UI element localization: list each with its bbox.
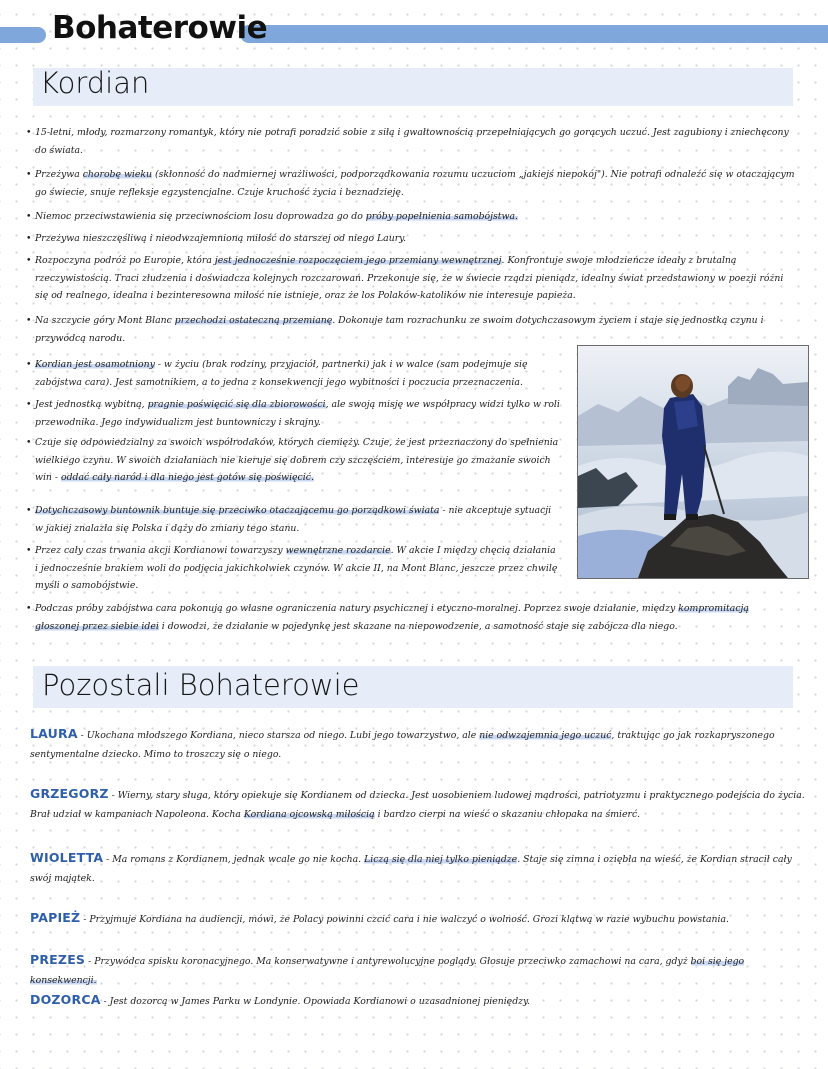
character-entry-papiez: PAPIEŻ - Przyjmuje Kordiana na audiencji, mówi, że Polacy powinni czcić cara i nie walczyć o wolność. Grozi klątwą w razie wybuchu powstania. — [30, 910, 729, 925]
bullet-item: • Dotychczasowy buntownik buntuje się przeciwko otaczającemu go porządkowi świata - nie akceptuje sytuacji w jakiej znalazła się Polska i dąży do zmiany tego stanu. — [26, 502, 560, 537]
section-heading-kordian: Kordian — [40, 66, 150, 100]
title-accent-bar-left — [0, 27, 46, 43]
character-name: WIOLETTA — [30, 850, 104, 865]
bullet-item: • Przez cały czas trwania akcji Kordianowi towarzyszy wewnętrzne rozdarcie. W akcie I między chęcią działania i jednocześnie brakiem woli do podjęcia jakichkolwiek czynów. W akcie II, na Mont Blanc, jeszcze przez chwilę myśli o samobójstwie. — [26, 542, 560, 595]
character-entry-laura: LAURA - Ukochana młodszego Kordiana, nieco starsza od niego. Lubi jego towarzystwo, ale nie odwzajemnia jego uczuć, traktując go jak rozkapryszonego sentymentalne dziecko. Mimo to troszczy się o niego. — [30, 726, 775, 760]
bullet-item: • Podczas próby zabójstwa cara pokonują go własne ograniczenia natury psychicznej i etyczno-moralnej. Poprzez swoje działanie, między kompromitacją głoszonej przez siebie idei i dowodzi, że działanie w pojedynkę jest skazane na niepowodzenie, a samotność staje się zabójcza dla niego. — [26, 600, 795, 635]
wanderer-above-sea-of-fog-painting — [577, 345, 809, 579]
bullet-item: • Na szczycie góry Mont Blanc przechodzi ostateczną przemianę. Dokonuje tam rozrachunku ze swoim dotychczasowym życiem i staje się jednostką czynu i przywódcą narodu. — [26, 312, 795, 347]
character-entry-wioletta: WIOLETTA - Ma romans z Kordianem, jednak wcale go nie kocha. Liczą się dla niej tylko pieniądze. Staje się zimna i oziębła na wieść, że Kordian stracił cały swój majątek. — [30, 850, 792, 884]
character-entry-prezes: PREZES - Przywódca spisku koronacyjnego. Ma konserwatywne i antyrewolucyjne poglądy. Głosuje przeciwko zamachowi na cara, gdyż boi się jego konsekwencji. — [30, 952, 745, 986]
character-name: PAPIEŻ — [30, 910, 81, 925]
bullet-item: • Czuje się odpowiedzialny za swoich współrodaków, których ciemięży. Czuje, że jest przeznaczony do spełnienia wielkiego czynu. W swoich działaniach nie kieruje się dobrem czy szczęściem, interesuje go zmazanie swoich win - oddać cały naród i dla niego jest gotów się poświęcić. — [26, 434, 560, 487]
character-entry-dozorca: DOZORCA - Jest dozorcą w James Parku w Londynie. Opowiada Kordianowi o uzasadnionej pieniędzy. — [30, 992, 531, 1007]
bullet-item: • Kordian jest osamotniony - w życiu (brak rodziny, przyjaciół, partnerki) jak i w walce (sam podejmuje się zabójstwa cara). Jest samotnikiem, a to jedna z konsekwencji jego wybitności i poczucia przeznaczenia. — [26, 356, 560, 391]
page-title: Bohaterowie — [52, 10, 268, 46]
bullet-item: • Jest jednostką wybitną, pragnie poświęcić się dla zbiorowości, ale swoją misję we współpracy widzi tylko w roli przewodnika. Jego indywidualizm jest buntowniczy i skrajny. — [26, 396, 560, 431]
bullet-item: • Rozpoczyna podróż po Europie, która jest jednocześnie rozpoczęciem jego przemiany wewnętrznej. Konfrontuje swoje młodzieńcze ideały z brutalną rzeczywistością. Traci złudzenia i doświadcza kolejnych rozczarowań. Przekonuje się, że w świecie rządzi pieniądz, idealny świat przedstawiony w poezji różni się od realnego, idealna i bezinteresowna miłość nie istnieje, oraz że los Polaków-katolików nie interesuje papieża. — [26, 252, 795, 305]
bullet-item: • Przeżywa chorobę wieku (skłonność do nadmiernej wrażliwości, podporządkowania rozumu uczuciom „jakiejś niepokój"). Nie potrafi odnaleźć się w otaczającym go świecie, snuje refleksje egzystencjalne. Czuje kruchość życia i beznadzieję. — [26, 166, 795, 201]
character-entry-grzegorz: GRZEGORZ - Wierny, stary sługa, który opiekuje się Kordianem od dziecka. Jest uosobieniem ludowej mądrości, patriotyzmu i praktycznego podejścia do życia. Brał udział w kampaniach Napoleona. Kocha Kordiana ojcowską miłością i bardzo cierpi na wieść o skazaniu chłopaka na śmierć. — [30, 786, 805, 820]
character-name: GRZEGORZ — [30, 786, 109, 801]
bullet-item: • 15-letni, młody, rozmarzony romantyk, który nie potrafi poradzić sobie z siłą i gwałtownością przepełniających go gorących uczuć. Jest zagubiony i zniechęcony do świata. — [26, 124, 795, 159]
section-heading-others: Pozostali Bohaterowie — [42, 668, 360, 702]
character-name: PREZES — [30, 952, 86, 967]
character-name: LAURA — [30, 726, 78, 741]
bullet-item: • Niemoc przeciwstawienia się przeciwnościom losu doprowadza go do próby popełnienia samobójstwa. — [26, 208, 795, 226]
bullet-item: • Przeżywa nieszczęśliwą i nieodwzajemnioną miłość do starszej od niego Laury. — [26, 230, 795, 248]
title-accent-bar-right — [240, 25, 828, 43]
character-name: DOZORCA — [30, 992, 101, 1007]
painting-illustration — [578, 346, 808, 578]
